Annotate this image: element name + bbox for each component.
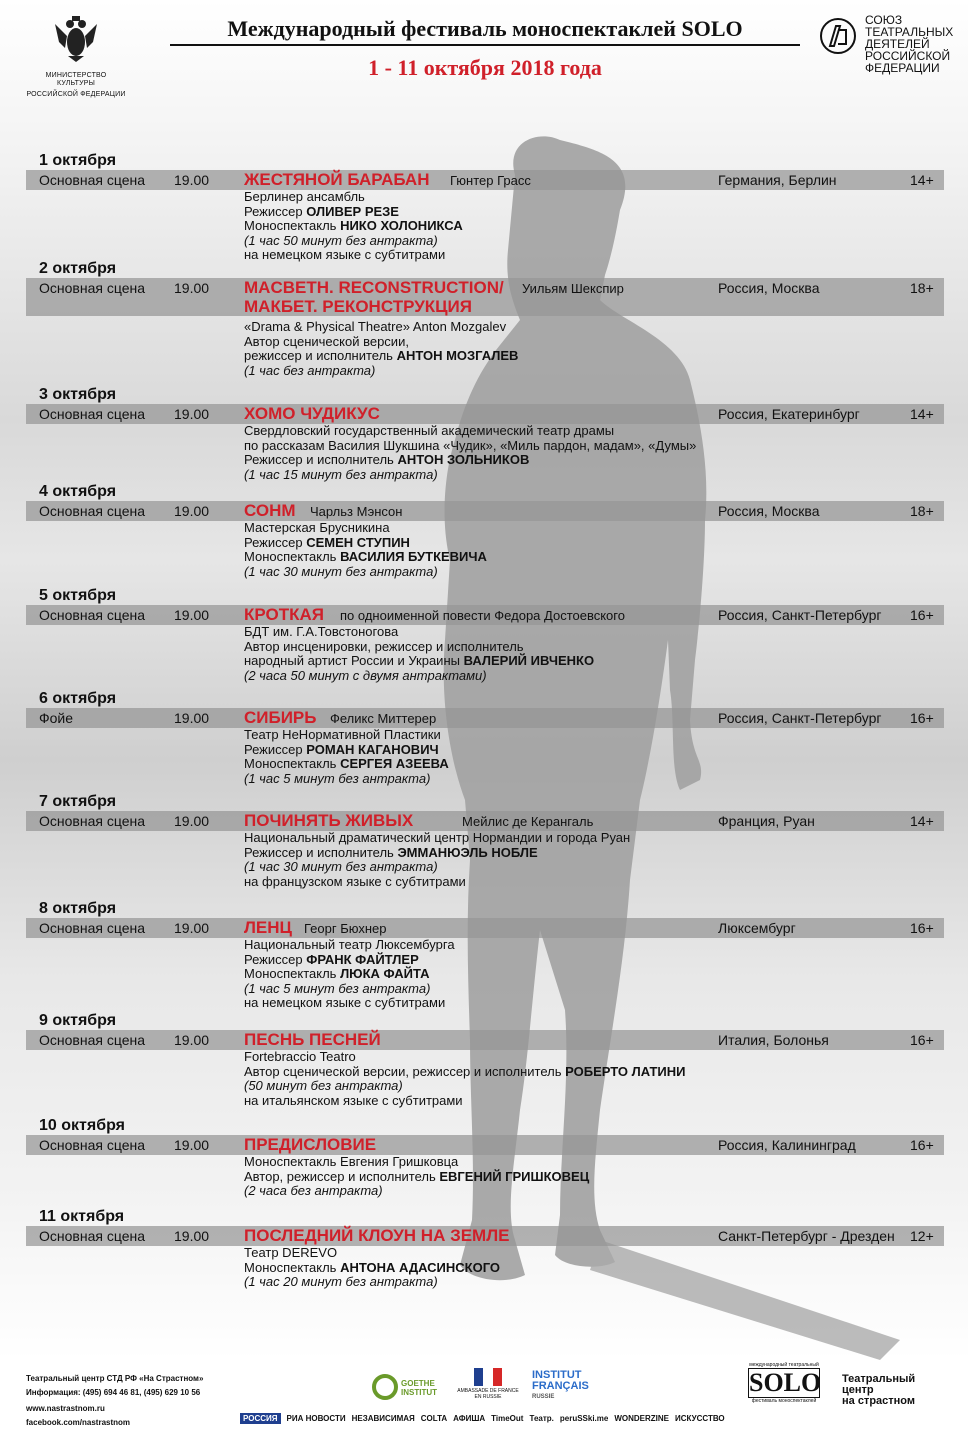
media-partner-logo: АФИША bbox=[453, 1413, 486, 1423]
title-divider bbox=[170, 44, 800, 46]
event-detail-text: Fortebraccio Teatro bbox=[244, 1049, 356, 1064]
footer-phones: Информация: (495) 694 46 81, (495) 629 10 56 bbox=[26, 1388, 201, 1397]
event-country: Россия, Санкт-Петербург bbox=[718, 710, 882, 726]
media-partner-logo: Театр. bbox=[529, 1413, 554, 1423]
event-detail-line bbox=[244, 1275, 500, 1290]
event-detail-line bbox=[244, 335, 518, 350]
event-detail-text: Моноспектакль bbox=[244, 218, 341, 233]
institut-label-1: INSTITUT bbox=[532, 1369, 582, 1381]
event-date: 7 октября bbox=[39, 793, 117, 810]
event-age-rating: 16+ bbox=[910, 710, 934, 726]
solo-festival-logo bbox=[748, 1362, 820, 1404]
event-detail-text: Свердловский государственный академический театр драмы bbox=[244, 423, 615, 438]
union-caption-4: РОССИЙСКОЙ bbox=[865, 49, 951, 63]
event-detail-line bbox=[244, 205, 463, 220]
event-detail-text: Автор сценической версии, режиссер и исполнитель bbox=[244, 1063, 566, 1079]
event-detail-text: Моноспектакль bbox=[244, 1259, 341, 1275]
event-detail-line bbox=[244, 757, 449, 772]
event-detail-text: Национальный драматический центр Нормандии и города Руан bbox=[244, 830, 631, 845]
double-headed-eagle-icon bbox=[53, 14, 99, 64]
event-title-line: ПОЧИНЯТЬ ЖИВЫХ bbox=[244, 811, 414, 830]
event-country: Германия, Берлин bbox=[718, 172, 837, 188]
event-date: 5 октября bbox=[39, 587, 117, 604]
media-partner-logo: peruSSki.me bbox=[559, 1413, 609, 1423]
event-detail-line bbox=[244, 1065, 685, 1080]
event-time: 19.00 bbox=[174, 607, 210, 623]
event-details bbox=[244, 1155, 589, 1199]
event-detail-text: «Drama & Physical Theatre» Anton Mozgalev bbox=[244, 319, 507, 334]
event-venue: Основная сцена bbox=[39, 172, 145, 188]
event-title bbox=[244, 1226, 509, 1245]
footer-facebook-link[interactable]: facebook.com/nastrastnom bbox=[26, 1418, 131, 1427]
event-details bbox=[244, 320, 518, 378]
event-duration: (1 час 50 минут без антракта) bbox=[244, 232, 438, 248]
theatre-center-label-3: на страстном bbox=[842, 1395, 916, 1407]
event-duration: (1 час 15 минут без антракта) bbox=[244, 466, 438, 482]
event-title-line: ЛЕНЦ bbox=[244, 918, 292, 937]
union-caption-3: ДЕЯТЕЛЕЙ bbox=[865, 37, 930, 51]
event-detail-line bbox=[244, 669, 594, 684]
event-person-name: ФРАНК ФАЙТЛЕР bbox=[306, 951, 419, 967]
event-title bbox=[244, 501, 296, 520]
event-person-name: РОМАН КАГАНОВИЧ bbox=[306, 741, 439, 757]
french-embassy-logo bbox=[456, 1368, 520, 1400]
event-title bbox=[244, 1030, 381, 1049]
institut-label-3: RUSSIE bbox=[532, 1394, 555, 1400]
event-duration: (2 часа без антракта) bbox=[244, 1183, 383, 1198]
event-detail-line bbox=[244, 234, 463, 249]
event-country: Россия, Москва bbox=[718, 503, 820, 519]
event-author: Уильям Шекспир bbox=[522, 281, 624, 296]
event-detail-line bbox=[244, 875, 630, 890]
event-age-rating: 14+ bbox=[910, 813, 934, 829]
media-partner-logo: ИСКУССТВО bbox=[675, 1413, 725, 1423]
event-duration: (50 минут без антракта) bbox=[244, 1078, 403, 1093]
event-country: Россия, Санкт-Петербург bbox=[718, 607, 882, 623]
event-detail-line bbox=[244, 453, 696, 468]
event-detail-text: Режиссер bbox=[244, 741, 307, 757]
event-date: 1 октября bbox=[39, 152, 117, 169]
event-person-name: ВАЛЕРИЙ ИВЧЕНКО bbox=[463, 653, 595, 668]
event-venue: Основная сцена bbox=[39, 607, 145, 623]
event-detail-text: Моноспектакль bbox=[244, 966, 341, 981]
event-title bbox=[244, 170, 429, 189]
event-detail-line bbox=[244, 190, 463, 205]
event-detail-line bbox=[244, 846, 630, 861]
event-duration: (1 час 5 минут без антракта) bbox=[244, 770, 431, 786]
event-title-line: ЖЕСТЯНОЙ БАРАБАН bbox=[244, 170, 430, 189]
event-duration: (1 час 20 минут без антракта) bbox=[244, 1274, 438, 1289]
event-detail-text: по рассказам Василия Шукшина «Чудик», «Миль пардон, мадам», «Думы» bbox=[244, 437, 697, 453]
event-detail-line bbox=[244, 1246, 500, 1261]
goethe-label-2: INSTITUT bbox=[401, 1388, 437, 1397]
event-detail-text: Режиссер и исполнитель bbox=[244, 452, 398, 467]
event-age-rating: 18+ bbox=[910, 280, 934, 296]
event-detail-line bbox=[244, 349, 518, 364]
event-detail-line bbox=[244, 967, 455, 982]
event-detail-line bbox=[244, 1050, 685, 1065]
event-venue: Основная сцена bbox=[39, 1228, 145, 1244]
event-date: 4 октября bbox=[39, 483, 117, 500]
french-flag-icon bbox=[474, 1368, 502, 1386]
event-duration: (2 часа 50 минут с двумя антрактами) bbox=[244, 667, 487, 683]
event-title-line: ПЕСНЬ ПЕСНЕЙ bbox=[244, 1030, 381, 1049]
event-person-name: ОЛИВЕР РЕЗЕ bbox=[306, 203, 399, 219]
event-detail-text: Берлинер ансамбль bbox=[244, 189, 365, 204]
event-author: Гюнтер Грасс bbox=[450, 173, 531, 188]
event-title-line: СИБИРЬ bbox=[244, 708, 317, 727]
event-country: Россия, Екатеринбург bbox=[718, 406, 860, 422]
event-detail-text: Мастерская Брусникина bbox=[244, 520, 390, 535]
festival-dates: 1 - 11 октября 2018 года bbox=[368, 55, 602, 80]
event-detail-text: Моноспектакль bbox=[244, 756, 341, 771]
event-title bbox=[244, 1135, 376, 1154]
event-detail-line bbox=[244, 1261, 500, 1276]
event-date: 6 октября bbox=[39, 690, 117, 707]
event-detail-text: Национальный театр Люксембурга bbox=[244, 937, 455, 952]
ministry-caption-2: РОССИЙСКОЙ ФЕДЕРАЦИИ bbox=[26, 91, 126, 98]
event-details bbox=[244, 1246, 500, 1290]
event-author: Георг Бюхнер bbox=[304, 921, 387, 936]
event-title-line: ПРЕДИСЛОВИЕ bbox=[244, 1135, 377, 1154]
event-detail-line bbox=[244, 219, 463, 234]
media-partner-logo: WONDERZINE bbox=[614, 1413, 670, 1423]
event-country: Франция, Руан bbox=[718, 813, 815, 829]
event-author: Чарльз Мэнсон bbox=[310, 504, 403, 519]
event-detail-line bbox=[244, 1170, 589, 1185]
event-country: Россия, Калининград bbox=[718, 1137, 856, 1153]
event-detail-text: Моноспектакль Евгения Гришковца bbox=[244, 1154, 459, 1169]
event-detail-line bbox=[244, 248, 463, 263]
solo-wordmark: SOLO bbox=[749, 1368, 822, 1397]
event-venue: Основная сцена bbox=[39, 813, 145, 829]
goethe-institut-logo bbox=[372, 1374, 442, 1400]
event-person-name: ЭММАНЮЭЛЬ НОБЛЕ bbox=[397, 844, 538, 860]
event-title-line: ПОСЛЕДНИЙ КЛОУН НА ЗЕМЛЕ bbox=[244, 1226, 510, 1245]
union-caption-1: СОЮЗ bbox=[865, 13, 903, 27]
event-venue: Основная сцена bbox=[39, 920, 145, 936]
media-partners-row bbox=[240, 1410, 740, 1426]
media-partner-logo: РИА НОВОСТИ bbox=[286, 1413, 346, 1423]
event-detail-text: на немецком языке с субтитрами bbox=[244, 247, 446, 262]
event-age-rating: 16+ bbox=[910, 607, 934, 623]
event-detail-line bbox=[244, 550, 487, 565]
event-details bbox=[244, 831, 630, 889]
event-date: 3 октября bbox=[39, 386, 117, 403]
event-person-name: СЕРГЕЯ АЗЕЕВА bbox=[340, 756, 449, 771]
event-time: 19.00 bbox=[174, 813, 210, 829]
event-age-rating: 14+ bbox=[910, 172, 934, 188]
event-header-bar bbox=[26, 918, 944, 938]
event-date: 8 октября bbox=[39, 900, 117, 917]
event-detail-line bbox=[244, 728, 449, 743]
footer-website-link[interactable]: www.nastrastnom.ru bbox=[26, 1404, 105, 1413]
event-venue: Основная сцена bbox=[39, 503, 145, 519]
event-time: 19.00 bbox=[174, 920, 210, 936]
event-detail-text: Режиссер bbox=[244, 951, 307, 967]
event-country: Люксембург bbox=[718, 920, 796, 936]
event-country: Россия, Москва bbox=[718, 280, 820, 296]
media-partner-logo: COLTA bbox=[420, 1413, 448, 1423]
embassy-label-2: EN RUSSIE bbox=[474, 1394, 502, 1400]
institut-label-2: FRANÇAIS bbox=[532, 1380, 589, 1392]
event-age-rating: 18+ bbox=[910, 503, 934, 519]
event-detail-text: БДТ им. Г.А.Товстоногова bbox=[244, 624, 399, 639]
solo-caption-2: фестиваль моноспектаклей bbox=[751, 1398, 817, 1404]
event-title bbox=[244, 404, 380, 423]
event-detail-text: режиссер и исполнитель bbox=[244, 348, 397, 363]
event-title bbox=[244, 811, 413, 830]
event-detail-line bbox=[244, 938, 455, 953]
event-detail-text: Режиссер и исполнитель bbox=[244, 844, 398, 860]
event-time: 19.00 bbox=[174, 1228, 210, 1244]
event-duration: (1 час без антракта) bbox=[244, 362, 376, 378]
event-venue: Фойе bbox=[39, 710, 74, 726]
event-date: 10 октября bbox=[39, 1117, 125, 1134]
event-detail-line bbox=[244, 536, 487, 551]
event-title-line: MACBETH. RECONSTRUCTION/ bbox=[244, 278, 504, 297]
event-title-line: ХОМО ЧУДИКУС bbox=[244, 404, 380, 423]
event-age-rating: 12+ bbox=[910, 1228, 934, 1244]
event-time: 19.00 bbox=[174, 172, 210, 188]
event-detail-text: Автор инсценировки, режиссер и исполнитель bbox=[244, 638, 524, 654]
event-person-name: РОБЕРТО ЛАТИНИ bbox=[565, 1063, 686, 1079]
event-date: 2 октября bbox=[39, 260, 117, 277]
solo-caption-1: международный театральный bbox=[749, 1362, 819, 1368]
event-venue: Основная сцена bbox=[39, 280, 145, 296]
event-detail-line bbox=[244, 1155, 589, 1170]
event-time: 19.00 bbox=[174, 406, 210, 422]
theatre-center-label-2: центр bbox=[842, 1384, 874, 1396]
event-duration: (1 час 5 минут без антракта) bbox=[244, 980, 431, 996]
event-details bbox=[244, 521, 487, 579]
event-time: 19.00 bbox=[174, 503, 210, 519]
event-detail-line bbox=[244, 953, 455, 968]
event-detail-line bbox=[244, 654, 594, 669]
footer bbox=[0, 1360, 968, 1452]
event-detail-text: на немецком языке с субтитрами bbox=[244, 995, 446, 1010]
media-partner-logo: РОССИЯ bbox=[240, 1413, 281, 1424]
event-venue: Основная сцена bbox=[39, 406, 145, 422]
event-country: Санкт-Петербург - Дрезден bbox=[718, 1228, 895, 1244]
event-detail-line bbox=[244, 1094, 685, 1109]
event-details bbox=[244, 1050, 685, 1108]
event-detail-text: на итальянском языке с субтитрами bbox=[244, 1092, 463, 1108]
event-time: 19.00 bbox=[174, 1137, 210, 1153]
ministry-caption-1: МИНИСТЕРСТВО КУЛЬТУРЫ bbox=[45, 72, 107, 87]
event-person-name: АНТОН МОЗГАЛЕВ bbox=[396, 348, 519, 363]
event-title-line: СОНМ bbox=[244, 501, 296, 520]
event-detail-line bbox=[244, 565, 487, 580]
event-title bbox=[244, 605, 324, 624]
event-person-name: ЕВГЕНИЙ ГРИШКОВЕЦ bbox=[439, 1168, 590, 1184]
event-details bbox=[244, 190, 463, 263]
event-detail-text: Режиссер bbox=[244, 534, 307, 550]
event-duration: (1 час 30 минут без антракта) bbox=[244, 859, 438, 874]
event-age-rating: 14+ bbox=[910, 406, 934, 422]
event-details bbox=[244, 728, 449, 786]
event-detail-text: Театр НеНормативной Пластики bbox=[244, 727, 441, 742]
ministry-of-culture-logo bbox=[26, 14, 126, 99]
page-title: Международный фестиваль моноспектаклей SOLO bbox=[227, 16, 743, 41]
event-country: Италия, Болонья bbox=[718, 1032, 829, 1048]
event-author: по одноименной повести Федора Достоевского bbox=[340, 608, 625, 623]
event-title bbox=[244, 918, 292, 937]
event-detail-line bbox=[244, 996, 455, 1011]
event-author: Феликс Миттерер bbox=[330, 711, 437, 726]
event-detail-text: Моноспектакль bbox=[244, 549, 341, 564]
event-detail-line bbox=[244, 424, 696, 439]
event-detail-text: Режиссер bbox=[244, 203, 307, 219]
event-person-name: АНТОН ЗОЛЬНИКОВ bbox=[397, 452, 530, 467]
event-date: 11 октября bbox=[39, 1208, 125, 1225]
event-detail-text: Театр DEREVO bbox=[244, 1245, 338, 1260]
event-person-name: ВАСИЛИЯ БУТКЕВИЧА bbox=[340, 549, 487, 564]
event-title bbox=[244, 708, 317, 727]
event-detail-text: на французском языке с субтитрами bbox=[244, 873, 466, 889]
event-person-name: АНТОНА АДАСИНСКОГО bbox=[340, 1259, 501, 1275]
union-emblem-icon bbox=[818, 16, 858, 56]
event-detail-line bbox=[244, 320, 518, 335]
embassy-label-1: AMBASSADE DE FRANCE bbox=[457, 1388, 519, 1394]
event-person-name: ЛЮКА ФАЙТА bbox=[340, 966, 430, 981]
event-venue: Основная сцена bbox=[39, 1032, 145, 1048]
event-date: 9 октября bbox=[39, 1012, 117, 1029]
event-detail-text: Автор сценической версии, bbox=[244, 333, 409, 349]
event-detail-line bbox=[244, 743, 449, 758]
union-caption-2: ТЕАТРАЛЬНЫХ bbox=[865, 25, 954, 39]
goethe-swirl-icon bbox=[372, 1374, 398, 1400]
event-detail-line bbox=[244, 1184, 589, 1199]
event-time: 19.00 bbox=[174, 280, 210, 296]
event-detail-line bbox=[244, 640, 594, 655]
event-details bbox=[244, 938, 455, 1011]
event-title bbox=[244, 278, 504, 316]
theatre-center-label-1: Театральный bbox=[842, 1373, 916, 1385]
union-caption-5: ФЕДЕРАЦИИ bbox=[865, 61, 940, 75]
footer-venue-name: Театральный центр СТД РФ «На Страстном» bbox=[26, 1374, 204, 1383]
event-detail-line bbox=[244, 468, 696, 483]
event-detail-line bbox=[244, 1079, 685, 1094]
event-age-rating: 16+ bbox=[910, 1137, 934, 1153]
event-venue: Основная сцена bbox=[39, 1137, 145, 1153]
event-detail-line bbox=[244, 860, 630, 875]
event-detail-line bbox=[244, 772, 449, 787]
institut-francais-logo bbox=[532, 1370, 594, 1403]
event-age-rating: 16+ bbox=[910, 920, 934, 936]
media-partner-logo: TimeOut bbox=[491, 1413, 524, 1423]
event-detail-line bbox=[244, 982, 455, 997]
media-partner-logo: НЕЗАВИСИМАЯ bbox=[351, 1413, 415, 1423]
event-age-rating: 16+ bbox=[910, 1032, 934, 1048]
event-person-name: НИКО ХОЛОНИКСА bbox=[340, 218, 463, 233]
event-author: Мейлис де Керангаль bbox=[462, 814, 594, 829]
event-detail-line bbox=[244, 439, 696, 454]
event-title-line: КРОТКАЯ bbox=[244, 605, 324, 624]
event-title-line: МАКБЕТ. РЕКОНСТРУКЦИЯ bbox=[244, 297, 472, 316]
event-person-name: СЕМЕН СТУПИН bbox=[306, 534, 410, 550]
event-detail-text: Автор, режиссер и исполнитель bbox=[244, 1168, 440, 1184]
event-time: 19.00 bbox=[174, 1032, 210, 1048]
event-detail-text: народный артист России и Украины bbox=[244, 653, 464, 668]
event-details bbox=[244, 424, 696, 482]
event-detail-line bbox=[244, 831, 630, 846]
event-details bbox=[244, 625, 594, 683]
goethe-label-1: GOETHE bbox=[401, 1379, 435, 1388]
event-time: 19.00 bbox=[174, 710, 210, 726]
theatre-center-logo bbox=[842, 1374, 952, 1407]
event-duration: (1 час 30 минут без антракта) bbox=[244, 563, 438, 579]
event-detail-line bbox=[244, 364, 518, 379]
event-detail-line bbox=[244, 521, 487, 536]
event-detail-line bbox=[244, 625, 594, 640]
